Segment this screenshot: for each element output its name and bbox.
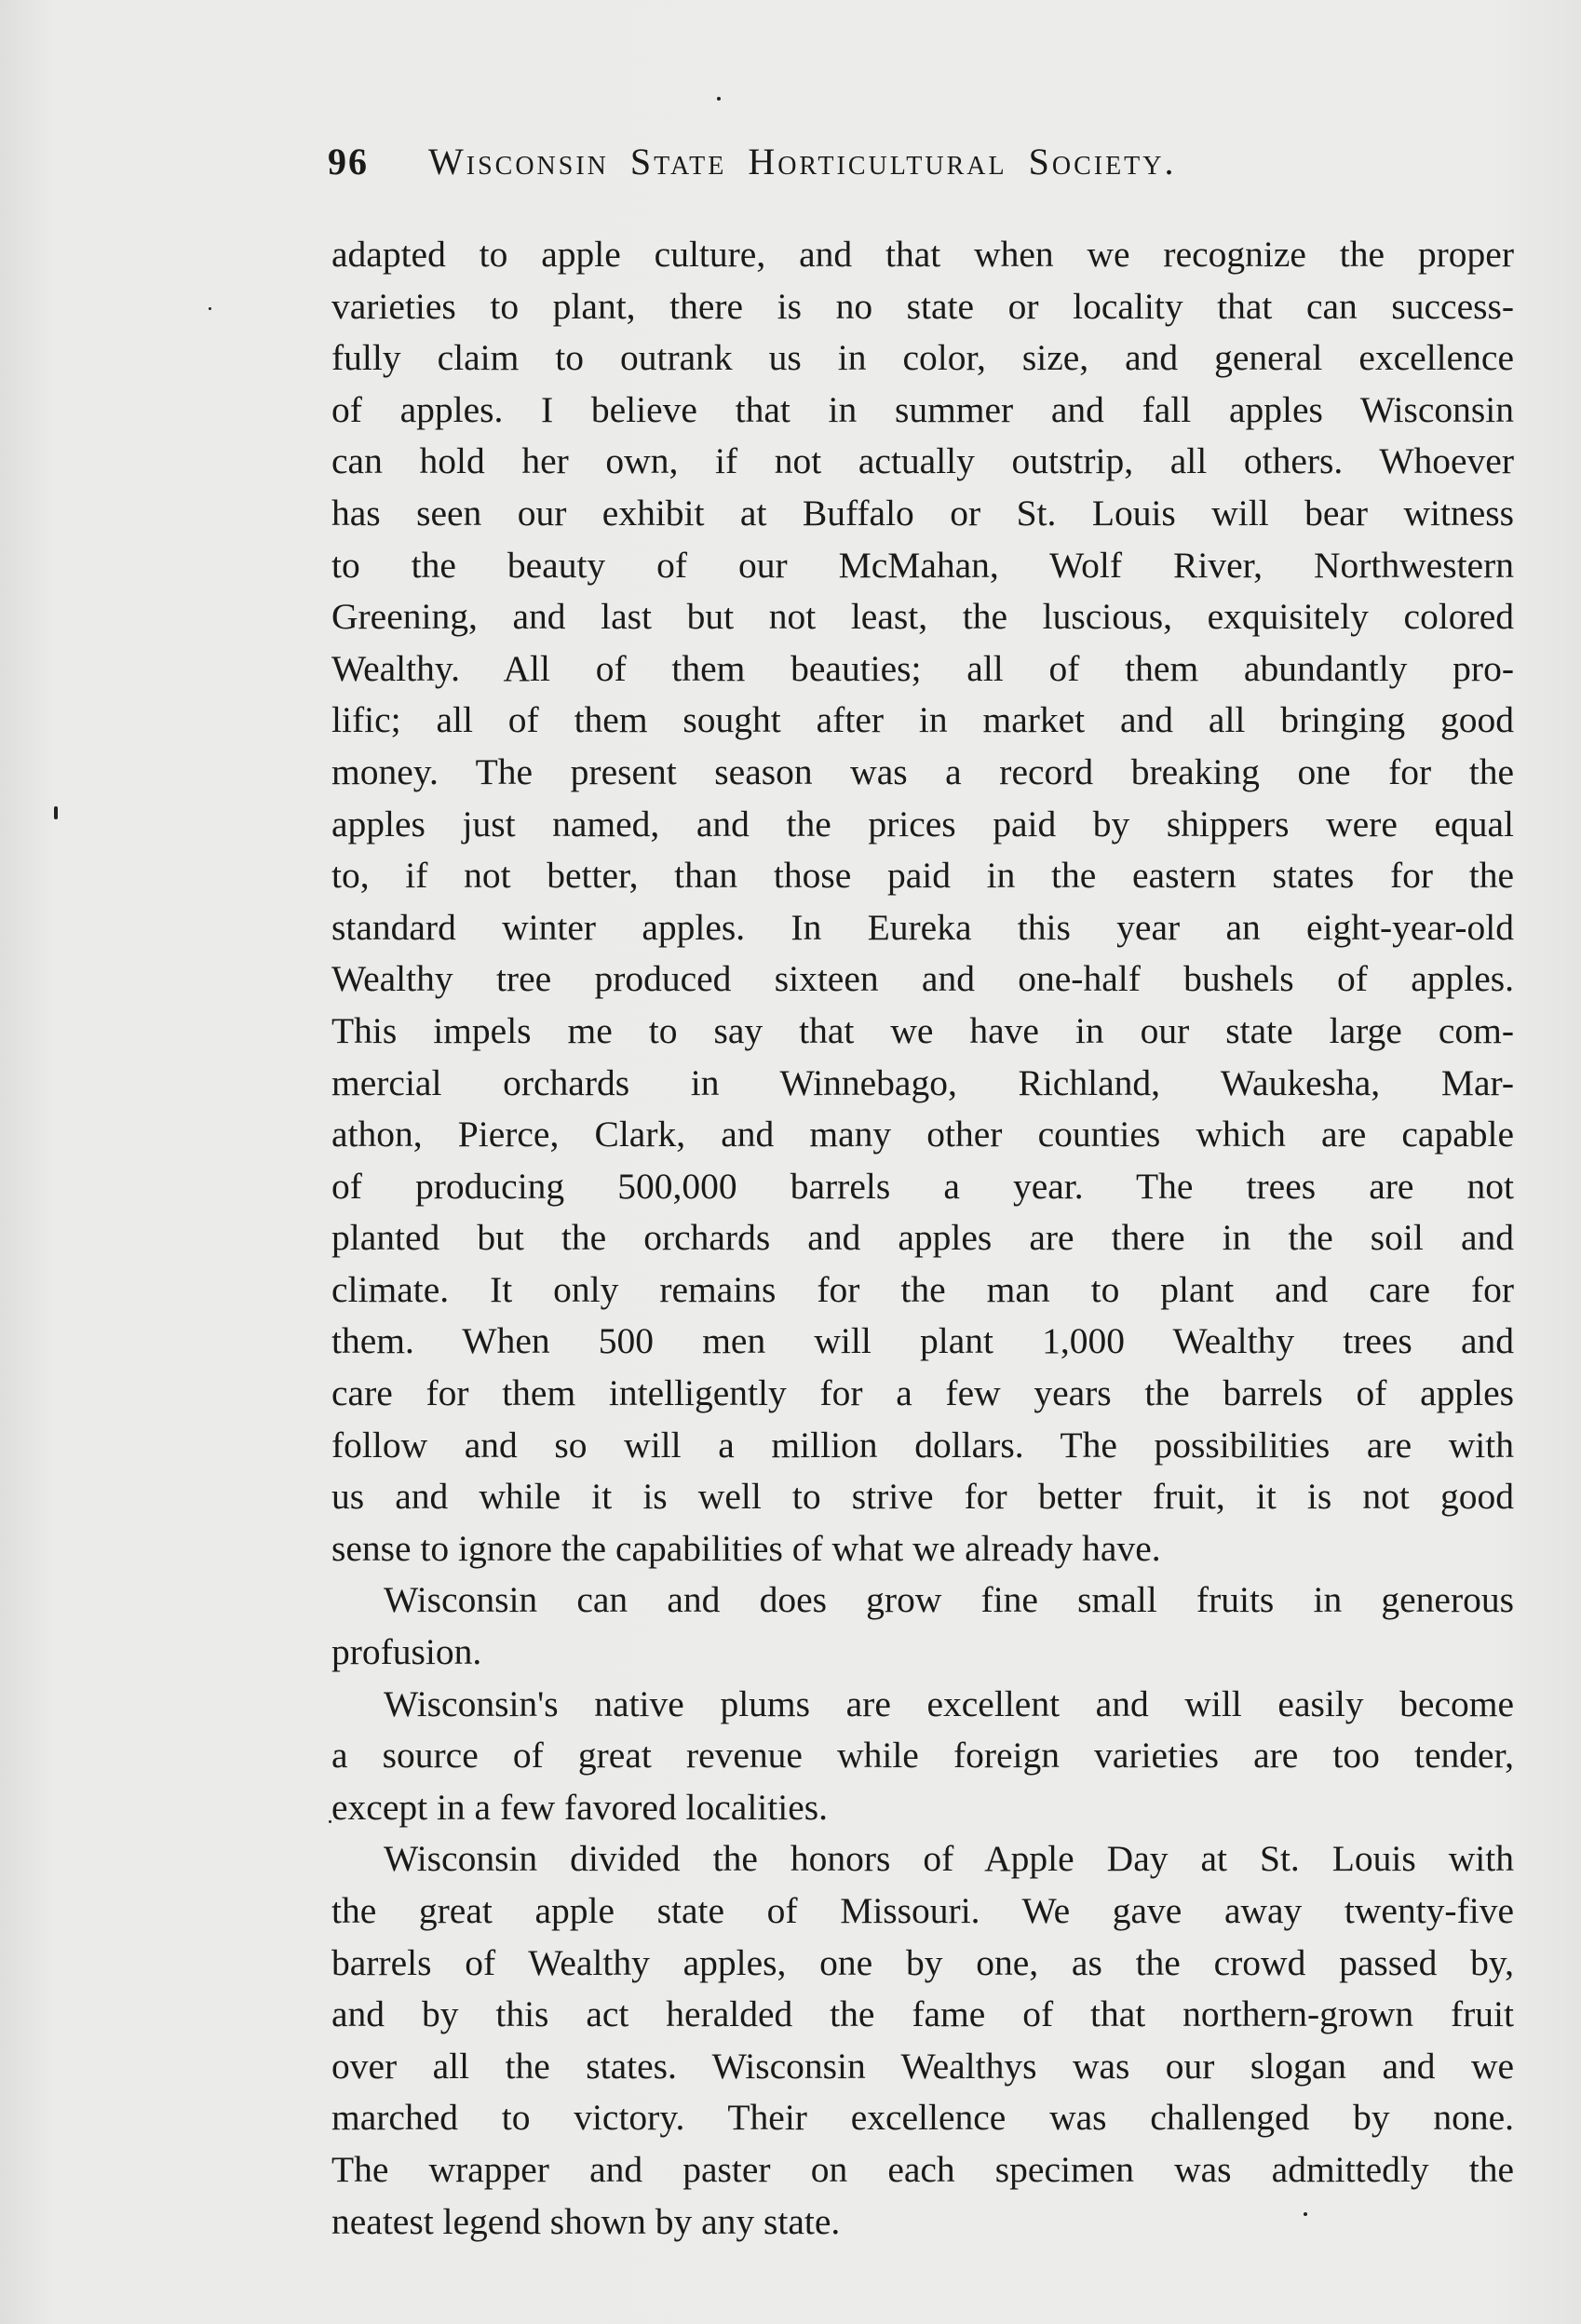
- text-line: The wrapper and paster on each specimen was admittedly the: [331, 2148, 1514, 2190]
- ink-speck: [54, 806, 58, 819]
- text-line: over all the states. Wisconsin Wealthys was our slogan and we: [331, 2045, 1514, 2087]
- text-line: of apples. I believe that in summer and fall apples Wisconsin: [331, 388, 1514, 430]
- text-line: care for them intelligently for a few years the barrels of apples: [331, 1372, 1514, 1414]
- running-head: Wisconsin State Horticultural Society.: [428, 141, 1177, 182]
- page-header: [328, 140, 1361, 205]
- ink-speck: [717, 97, 721, 101]
- text-line: standard winter apples. In Eureka this year an eight-year-old: [331, 906, 1514, 948]
- text-line: to, if not better, than those paid in the eastern states for the: [331, 855, 1514, 897]
- text-line: barrels of Wealthy apples, one by one, as the crowd passed by,: [331, 1941, 1514, 1983]
- text-line: of producing 500,000 barrels a year. The trees are not: [331, 1165, 1514, 1207]
- text-line: except in a few favored localities.: [331, 1786, 828, 1828]
- text-line: apples just named, and the prices paid by shippers were equal: [331, 803, 1514, 844]
- paragraph: [331, 1679, 1514, 1834]
- text-line: climate. It only remains for the man to plant and care for: [331, 1268, 1514, 1310]
- text-line: adapted to apple culture, and that when we recognize the proper: [331, 234, 1514, 275]
- text-line: mercial orchards in Winnebago, Richland, Waukesha, Mar-: [331, 1061, 1514, 1103]
- text-line: profusion.: [331, 1631, 482, 1673]
- text-line: and by this act heralded the fame of that northern-grown fruit: [331, 1993, 1514, 2035]
- text-line: marched to victory. Their excellence was challenged by none.: [331, 2097, 1514, 2139]
- text-line: planted but the orchards and apples are there in the soil and: [331, 1217, 1514, 1259]
- paragraph: [331, 229, 1514, 1574]
- text-line: neatest legend shown by any state.: [331, 2200, 841, 2242]
- text-line: can hold her own, if not actually outstrip, all others. Whoever: [331, 440, 1514, 482]
- text-line: Wisconsin divided the honors of Apple Day at St. Louis with: [384, 1838, 1514, 1880]
- body-text: [331, 229, 1514, 2248]
- paragraph: [331, 1574, 1514, 1678]
- text-line: a source of great revenue while foreign varieties are too tender,: [331, 1735, 1514, 1777]
- ink-speck: [209, 307, 211, 310]
- text-line: has seen our exhibit at Buffalo or St. Louis will bear witness: [331, 492, 1514, 534]
- text-line: Wisconsin's native plums are excellent and will easily become: [384, 1682, 1514, 1724]
- text-line: This impels me to say that we have in our state large com-: [331, 1009, 1514, 1051]
- text-line: follow and so will a million dollars. The possibilities are with: [331, 1424, 1514, 1466]
- paragraph: [331, 1833, 1514, 2248]
- text-line: money. The present season was a record breaking one for the: [331, 750, 1514, 792]
- text-line: Wealthy. All of them beauties; all of them abundantly pro-: [331, 647, 1514, 689]
- text-line: them. When 500 men will plant 1,000 Wealthy trees and: [331, 1320, 1514, 1362]
- text-line: Wisconsin can and does grow fine small fruits in generous: [384, 1579, 1514, 1621]
- page-number: 96: [328, 141, 369, 182]
- text-line: to the beauty of our McMahan, Wolf River, Northwestern: [331, 544, 1514, 586]
- text-line: sense to ignore the capabilities of what we already have.: [331, 1527, 1161, 1569]
- text-line: athon, Pierce, Clark, and many other counties which are capable: [331, 1114, 1514, 1155]
- text-line: fully claim to outrank us in color, size, and general excellence: [331, 337, 1514, 379]
- text-line: the great apple state of Missouri. We gave away twenty-five: [331, 1890, 1514, 1931]
- text-line: lific; all of them sought after in market and all bringing good: [331, 699, 1514, 741]
- text-line: us and while it is well to strive for better fruit, it is not good: [331, 1476, 1514, 1518]
- text-line: Wealthy tree produced sixteen and one-half bushels of apples.: [331, 958, 1514, 1000]
- text-line: Greening, and last but not least, the luscious, exquisitely colored: [331, 596, 1514, 638]
- text-line: varieties to plant, there is no state or locality that can success-: [331, 285, 1514, 327]
